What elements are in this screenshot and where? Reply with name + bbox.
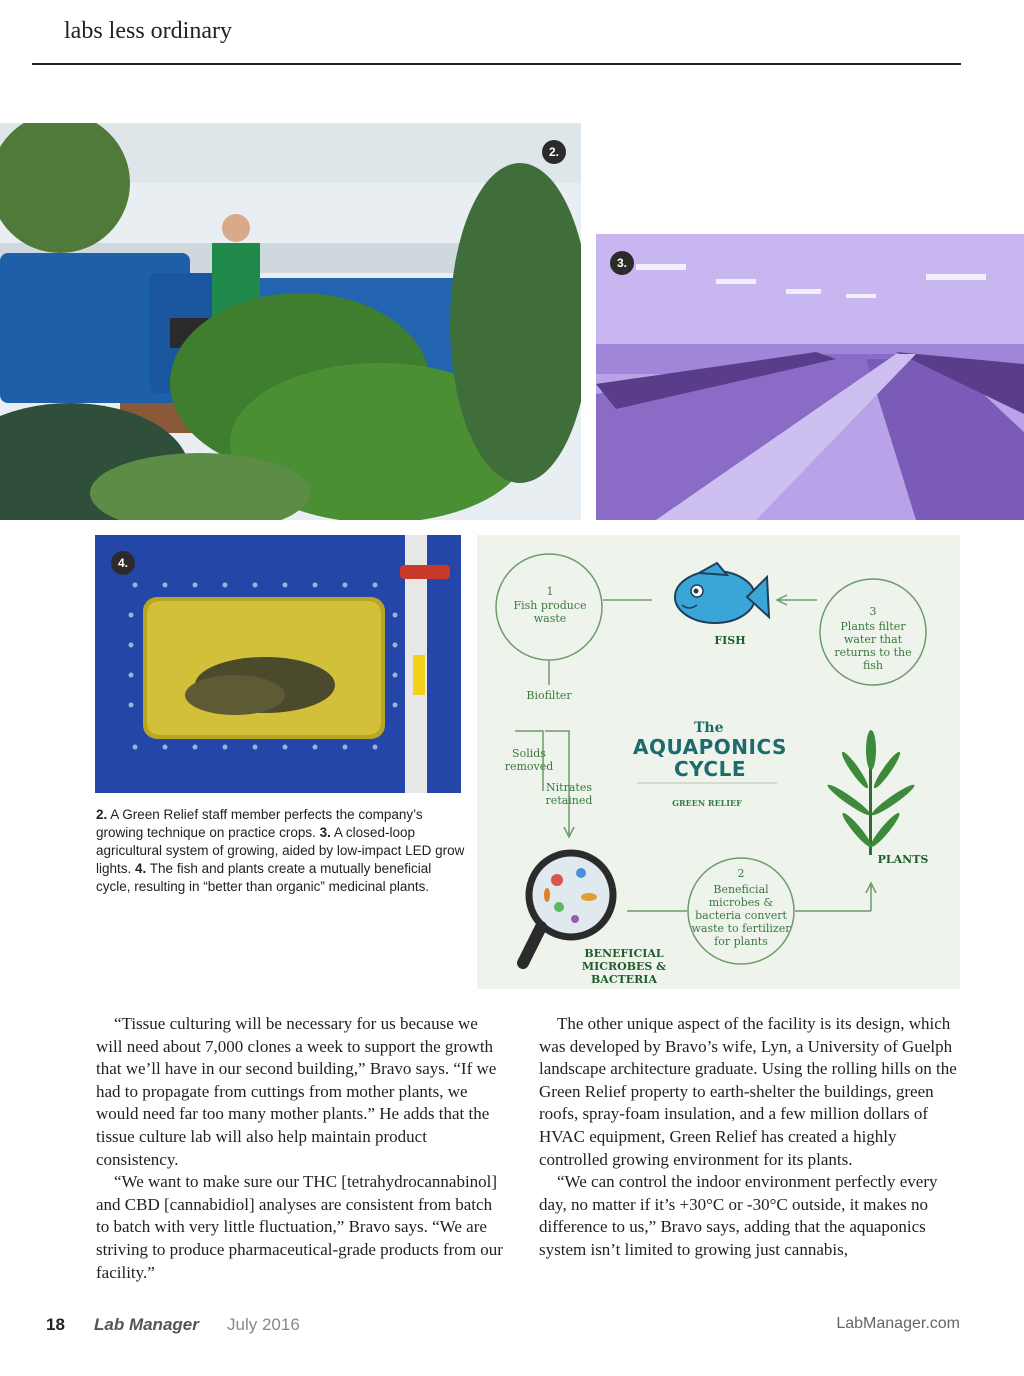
photo-caption [96,806,466,896]
article-column-right [539,1013,963,1262]
nitrates-retained-label: Nitrates retained [545,781,593,807]
diagram-title-small: The [694,720,724,736]
microbes-label: BENEFICIAL MICROBES & BACTERIA [581,947,667,986]
photo-staff-member-crops [0,123,581,520]
paragraph: The other unique aspect of the facility is its design, which was developed by Bravo’s wife, Lyn, a University of Guelph landscape architecture graduate. Using the rolling hills on the Green Relief property to earth-shelter the buildings, green roofs, spray-foam insulation, and a few million dollars of HVAC equipment, Green Relief has created a highly controlled growing environment for its plants. [539,1014,957,1169]
section-title: labs less ordinary [64,18,232,44]
caption-text: The fish and plants create a mutually beneficial cycle, resulting in “better than organic” medicinal plants. [96,861,432,894]
caption-number: 2. [96,807,108,822]
paragraph: “We want to make sure our THC [tetrahydrocannabinol] and CBD [cannabidiol] analyses are consistent from batch to batch with very little fluctuation,” Bravo says. “We are striving to produce pharmaceutical-grade products from our facility.” [96,1172,503,1282]
step2-number: 2 [737,867,745,880]
issue-date: July 2016 [227,1315,300,1334]
fish-label: FISH [714,634,746,647]
solids-removed-label: Solids removed [504,747,554,773]
caption-number: 3. [319,825,331,840]
plants-label: PLANTS [877,853,929,866]
biofilter-label: Biofilter [526,689,572,702]
photo-number-badge: 3. [610,251,634,275]
caption-text: A Green Relief staff member perfects the company’s growing technique on practice crops. [96,807,423,840]
paragraph: “We can control the indoor environment perfectly every day, no matter if it’s +30°C or -30°C outside, it makes no difference to us,” Bravo says, adding that the aquaponics system isn’t limited to growing just cannabis, [539,1172,938,1259]
photo-number-badge: 2. [542,140,566,164]
article-column-left [96,1013,508,1284]
photo-number-badge: 4. [111,551,135,575]
magazine-name: Lab Manager [94,1315,199,1334]
photo-led-grow-room [596,234,1024,520]
step1-text: Fish produce waste [513,599,587,625]
caption-number: 4. [135,861,147,876]
step3-number: 3 [869,605,877,618]
paragraph: “Tissue culturing will be necessary for us because we will need about 7,000 clones a week to support the growth that we’ll have in our second building,” Bravo says. “If we had to propagate from cuttings from mother plants, we would need far too many mother plants.” He adds that the tissue culture lab will also help maintain product consistency. [96,1014,497,1169]
photo-fish-tank-window [95,535,461,793]
aquaponics-cycle-diagram [477,535,960,989]
step2-text: Beneficial microbes & bacteria convert waste to fertilizer for plants [691,883,791,948]
header-rule [32,63,961,65]
caption-text: A closed-loop agricultural system of growing, aided by low-impact LED grow lights. [96,825,465,876]
diagram-title: AQUAPONICS CYCLE [633,735,787,781]
green-relief-logo: GREEN RELIEF [672,798,742,808]
step1-number: 1 [546,585,554,598]
website-link[interactable]: LabManager.com [836,1315,960,1332]
page-number: 18 [46,1315,65,1334]
step3-text: Plants filter water that returns to the fish [834,620,912,672]
